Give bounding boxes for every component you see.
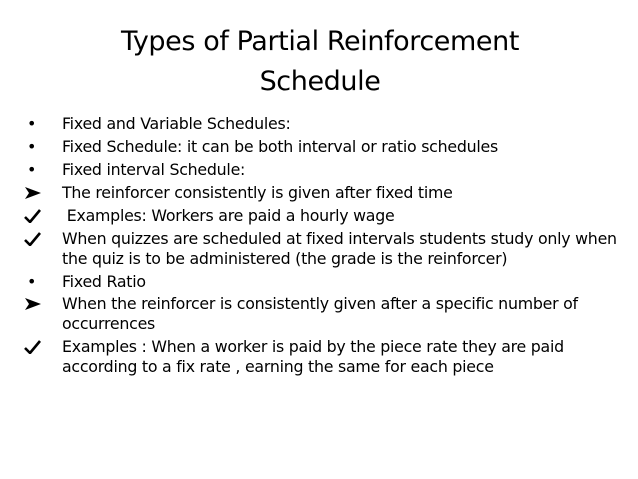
- bullet-item: [24, 229, 624, 268]
- checkmark-icon: [24, 337, 54, 354]
- checkmark-icon: [24, 229, 54, 246]
- bullet-dot-icon: •: [27, 136, 37, 156]
- bullet-text: Fixed and Variable Schedules:: [62, 114, 291, 133]
- slide-title: [40, 22, 600, 102]
- bullet-text: When quizzes are scheduled at fixed intervals students study only when the quiz is to be administered (the grade is the reinforcer): [62, 228, 617, 268]
- arrow-bullet-icon: [24, 183, 54, 200]
- bullet-item: [24, 294, 624, 333]
- bullet-dot-icon: •: [27, 114, 37, 133]
- slide-title-line-2: Schedule: [259, 66, 381, 97]
- checkmark-icon: [24, 206, 54, 223]
- bullet-text: Examples: Workers are paid a hourly wage: [62, 205, 395, 225]
- arrow-bullet-icon: [24, 294, 54, 311]
- bullet-dot-icon: •: [27, 271, 37, 291]
- bullet-text: Fixed Schedule: it can be both interval or ratio schedules: [62, 136, 498, 156]
- bullet-text: Fixed interval Schedule:: [62, 159, 246, 179]
- bullet-text: When the reinforcer is consistently given after a specific number of occurrences: [62, 294, 578, 334]
- bullet-item: [24, 137, 624, 157]
- bullet-item: [24, 183, 624, 203]
- bullet-item: [24, 160, 624, 180]
- bullet-text: Fixed Ratio: [62, 271, 146, 291]
- bullet-item: [24, 272, 624, 292]
- bullet-text: The reinforcer consistently is given after fixed time: [62, 182, 453, 202]
- bullet-list: [24, 114, 624, 380]
- bullet-item: [24, 337, 624, 376]
- bullet-item: [24, 114, 624, 134]
- bullet-text: Examples : When a worker is paid by the piece rate they are paid according to a fix rate , earning the same for each piece: [62, 337, 564, 376]
- slide-title-line-1: Types of Partial Reinforcement: [120, 26, 520, 57]
- bullet-item: [24, 206, 624, 226]
- bullet-dot-icon: •: [27, 159, 37, 179]
